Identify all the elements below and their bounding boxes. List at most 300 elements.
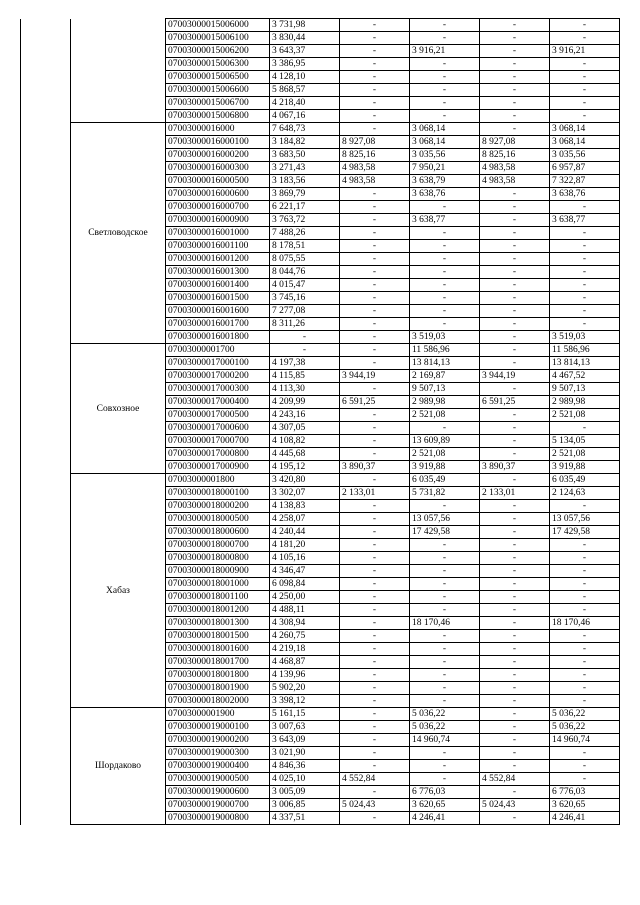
value-cell-4: - bbox=[480, 760, 550, 773]
value-cell-4: - bbox=[480, 578, 550, 591]
cadastral-code: 07003000018001100 bbox=[166, 591, 270, 604]
value-cell-2: - bbox=[340, 786, 410, 799]
value-cell-4: - bbox=[480, 565, 550, 578]
value-cell-2: - bbox=[340, 240, 410, 253]
value-cell-3: 2 521,08 bbox=[410, 409, 480, 422]
value-cell-3: 3 620,65 bbox=[410, 799, 480, 812]
value-cell-1: 4 346,47 bbox=[270, 565, 340, 578]
cadastral-code: 07003000017000800 bbox=[166, 448, 270, 461]
value-cell-3: 5 036,22 bbox=[410, 708, 480, 721]
value-cell-4: - bbox=[480, 422, 550, 435]
value-cell-4: - bbox=[480, 32, 550, 45]
value-cell-3: - bbox=[410, 292, 480, 305]
value-cell-2: - bbox=[340, 19, 410, 32]
value-cell-1: 3 643,09 bbox=[270, 734, 340, 747]
value-cell-4: - bbox=[480, 71, 550, 84]
value-cell-3: - bbox=[410, 97, 480, 110]
value-cell-5: 3 638,77 bbox=[550, 214, 620, 227]
value-cell-1: 3 683,50 bbox=[270, 149, 340, 162]
value-cell-4: - bbox=[480, 97, 550, 110]
value-cell-4: 4 552,84 bbox=[480, 773, 550, 786]
value-cell-2: - bbox=[340, 617, 410, 630]
value-cell-4: - bbox=[480, 747, 550, 760]
cadastral-code: 07003000018002000 bbox=[166, 695, 270, 708]
value-cell-2: - bbox=[340, 422, 410, 435]
value-cell-3: - bbox=[410, 591, 480, 604]
value-cell-3: - bbox=[410, 58, 480, 71]
cadastral-code: 07003000018000100 bbox=[166, 487, 270, 500]
value-cell-3: 11 586,96 bbox=[410, 344, 480, 357]
value-cell-2: - bbox=[340, 266, 410, 279]
value-cell-1: 3 184,82 bbox=[270, 136, 340, 149]
value-cell-3: - bbox=[410, 266, 480, 279]
value-cell-5: - bbox=[550, 110, 620, 123]
value-cell-4: - bbox=[480, 526, 550, 539]
value-cell-4: - bbox=[480, 266, 550, 279]
value-cell-4: - bbox=[480, 357, 550, 370]
value-cell-4: - bbox=[480, 708, 550, 721]
value-cell-4: - bbox=[480, 240, 550, 253]
value-cell-5: 7 322,87 bbox=[550, 175, 620, 188]
settlement-name bbox=[71, 19, 166, 123]
value-cell-4: - bbox=[480, 435, 550, 448]
value-cell-3: - bbox=[410, 253, 480, 266]
table-row bbox=[21, 474, 620, 487]
value-cell-4: - bbox=[480, 682, 550, 695]
value-cell-2: - bbox=[340, 500, 410, 513]
value-cell-5: - bbox=[550, 266, 620, 279]
value-cell-3: - bbox=[410, 760, 480, 773]
cadastral-code: 07003000015006000 bbox=[166, 19, 270, 32]
value-cell-5: - bbox=[550, 253, 620, 266]
value-cell-1: 4 108,82 bbox=[270, 435, 340, 448]
value-cell-2: - bbox=[340, 474, 410, 487]
value-cell-4: - bbox=[480, 214, 550, 227]
value-cell-5: - bbox=[550, 747, 620, 760]
value-cell-3: 3 035,56 bbox=[410, 149, 480, 162]
value-cell-4: - bbox=[480, 500, 550, 513]
value-cell-2: - bbox=[340, 383, 410, 396]
value-cell-3: - bbox=[410, 578, 480, 591]
value-cell-3: - bbox=[410, 695, 480, 708]
value-cell-5: - bbox=[550, 279, 620, 292]
value-cell-5: 14 960,74 bbox=[550, 734, 620, 747]
cadastral-code: 07003000016001100 bbox=[166, 240, 270, 253]
cadastral-code: 07003000018001200 bbox=[166, 604, 270, 617]
value-cell-5: - bbox=[550, 565, 620, 578]
value-cell-5: - bbox=[550, 58, 620, 71]
value-cell-5: 5 134,05 bbox=[550, 435, 620, 448]
cadastral-code: 07003000015006300 bbox=[166, 58, 270, 71]
value-cell-3: 3 519,03 bbox=[410, 331, 480, 344]
value-cell-2: - bbox=[340, 32, 410, 45]
value-cell-3: 6 776,03 bbox=[410, 786, 480, 799]
value-cell-5: - bbox=[550, 201, 620, 214]
value-cell-4: - bbox=[480, 539, 550, 552]
value-cell-4: 3 944,19 bbox=[480, 370, 550, 383]
value-cell-4: - bbox=[480, 812, 550, 825]
value-cell-5: 3 519,03 bbox=[550, 331, 620, 344]
value-cell-3: - bbox=[410, 656, 480, 669]
value-cell-3: - bbox=[410, 422, 480, 435]
value-cell-2: - bbox=[340, 734, 410, 747]
value-cell-5: - bbox=[550, 656, 620, 669]
value-cell-2: - bbox=[340, 58, 410, 71]
value-cell-5: 5 036,22 bbox=[550, 721, 620, 734]
value-cell-3: 13 057,56 bbox=[410, 513, 480, 526]
value-cell-3: 14 960,74 bbox=[410, 734, 480, 747]
value-cell-4: - bbox=[480, 19, 550, 32]
value-cell-1: 3 731,98 bbox=[270, 19, 340, 32]
cadastral-code: 07003000015006100 bbox=[166, 32, 270, 45]
value-cell-3: - bbox=[410, 747, 480, 760]
value-cell-2: - bbox=[340, 214, 410, 227]
value-cell-1: 7 488,26 bbox=[270, 227, 340, 240]
value-cell-5: 3 919,88 bbox=[550, 461, 620, 474]
value-cell-5: 2 989,98 bbox=[550, 396, 620, 409]
value-cell-4: - bbox=[480, 513, 550, 526]
value-cell-3: 5 036,22 bbox=[410, 721, 480, 734]
value-cell-5: 2 124,63 bbox=[550, 487, 620, 500]
cadastral-code: 07003000015006500 bbox=[166, 71, 270, 84]
value-cell-1: 4 115,85 bbox=[270, 370, 340, 383]
value-cell-1: 3 420,80 bbox=[270, 474, 340, 487]
value-cell-2: - bbox=[340, 552, 410, 565]
value-cell-5: - bbox=[550, 773, 620, 786]
value-cell-3: 7 950,21 bbox=[410, 162, 480, 175]
value-cell-1: 4 258,07 bbox=[270, 513, 340, 526]
value-cell-1: 3 830,44 bbox=[270, 32, 340, 45]
value-cell-3: 6 035,49 bbox=[410, 474, 480, 487]
value-cell-1: 4 219,18 bbox=[270, 643, 340, 656]
value-cell-3: - bbox=[410, 279, 480, 292]
value-cell-2: 8 927,08 bbox=[340, 136, 410, 149]
value-cell-5: - bbox=[550, 305, 620, 318]
cadastral-code: 07003000016001800 bbox=[166, 331, 270, 344]
value-cell-2: - bbox=[340, 630, 410, 643]
cadastral-code: 07003000019000800 bbox=[166, 812, 270, 825]
settlement-name: Шордаково bbox=[71, 708, 166, 825]
value-cell-4: - bbox=[480, 344, 550, 357]
value-cell-1: 4 240,44 bbox=[270, 526, 340, 539]
value-cell-5: - bbox=[550, 227, 620, 240]
value-cell-2: 4 983,58 bbox=[340, 162, 410, 175]
cadastral-code: 07003000016001500 bbox=[166, 292, 270, 305]
cadastral-code: 07003000018000500 bbox=[166, 513, 270, 526]
cadastral-code: 07003000019000100 bbox=[166, 721, 270, 734]
value-cell-2: - bbox=[340, 747, 410, 760]
value-cell-1: 3 763,72 bbox=[270, 214, 340, 227]
value-cell-3: - bbox=[410, 539, 480, 552]
cadastral-code: 07003000018001500 bbox=[166, 630, 270, 643]
value-cell-4: - bbox=[480, 58, 550, 71]
value-cell-1: 7 648,73 bbox=[270, 123, 340, 136]
value-cell-2: - bbox=[340, 110, 410, 123]
value-cell-5: - bbox=[550, 19, 620, 32]
cadastral-code: 07003000017000200 bbox=[166, 370, 270, 383]
cadastral-code: 07003000018001900 bbox=[166, 682, 270, 695]
value-cell-4: - bbox=[480, 617, 550, 630]
value-cell-2: - bbox=[340, 604, 410, 617]
value-cell-2: - bbox=[340, 669, 410, 682]
value-cell-2: - bbox=[340, 188, 410, 201]
value-cell-1: - bbox=[270, 331, 340, 344]
value-cell-2: 8 825,16 bbox=[340, 149, 410, 162]
value-cell-4: - bbox=[480, 630, 550, 643]
value-cell-1: 6 098,84 bbox=[270, 578, 340, 591]
value-cell-1: 3 302,07 bbox=[270, 487, 340, 500]
value-cell-3: 3 919,88 bbox=[410, 461, 480, 474]
value-cell-1: 4 128,10 bbox=[270, 71, 340, 84]
value-cell-3: 2 521,08 bbox=[410, 448, 480, 461]
value-cell-5: - bbox=[550, 682, 620, 695]
value-cell-4: - bbox=[480, 305, 550, 318]
value-cell-5: 3 620,65 bbox=[550, 799, 620, 812]
value-cell-4: - bbox=[480, 448, 550, 461]
margin-cell bbox=[21, 344, 71, 474]
value-cell-2: - bbox=[340, 448, 410, 461]
value-cell-5: 6 776,03 bbox=[550, 786, 620, 799]
cadastral-code: 07003000015006800 bbox=[166, 110, 270, 123]
value-cell-2: - bbox=[340, 578, 410, 591]
value-cell-1: 6 221,17 bbox=[270, 201, 340, 214]
cadastral-code: 07003000016000700 bbox=[166, 201, 270, 214]
value-cell-5: - bbox=[550, 32, 620, 45]
value-cell-1: 3 745,16 bbox=[270, 292, 340, 305]
value-cell-5: 17 429,58 bbox=[550, 526, 620, 539]
value-cell-2: 3 944,19 bbox=[340, 370, 410, 383]
cadastral-code: 07003000016000500 bbox=[166, 175, 270, 188]
value-cell-5: 3 068,14 bbox=[550, 136, 620, 149]
value-cell-1: 3 183,56 bbox=[270, 175, 340, 188]
value-cell-5: - bbox=[550, 760, 620, 773]
cadastral-code: 07003000018000700 bbox=[166, 539, 270, 552]
value-cell-3: 18 170,46 bbox=[410, 617, 480, 630]
value-cell-4: - bbox=[480, 253, 550, 266]
value-cell-4: - bbox=[480, 318, 550, 331]
value-cell-4: - bbox=[480, 383, 550, 396]
value-cell-1: 4 209,99 bbox=[270, 396, 340, 409]
cadastral-code: 07003000015006600 bbox=[166, 84, 270, 97]
cadastral-code: 07003000018000900 bbox=[166, 565, 270, 578]
value-cell-4: 4 983,58 bbox=[480, 175, 550, 188]
margin-cell bbox=[21, 19, 71, 123]
value-cell-2: 6 591,25 bbox=[340, 396, 410, 409]
value-cell-3: - bbox=[410, 201, 480, 214]
value-cell-5: 3 638,76 bbox=[550, 188, 620, 201]
cadastral-code: 07003000016000100 bbox=[166, 136, 270, 149]
value-cell-3: 9 507,13 bbox=[410, 383, 480, 396]
value-cell-1: 3 271,43 bbox=[270, 162, 340, 175]
value-cell-4: - bbox=[480, 643, 550, 656]
value-cell-2: - bbox=[340, 201, 410, 214]
value-cell-5: 13 057,56 bbox=[550, 513, 620, 526]
value-cell-3: - bbox=[410, 669, 480, 682]
value-cell-5: - bbox=[550, 292, 620, 305]
value-cell-1: 8 311,26 bbox=[270, 318, 340, 331]
cadastral-code: 07003000017000100 bbox=[166, 357, 270, 370]
settlement-name: Совхозное bbox=[71, 344, 166, 474]
table-row bbox=[21, 708, 620, 721]
value-cell-4: - bbox=[480, 188, 550, 201]
value-cell-1: 4 846,36 bbox=[270, 760, 340, 773]
value-cell-5: 11 586,96 bbox=[550, 344, 620, 357]
value-cell-4: - bbox=[480, 552, 550, 565]
value-cell-4: - bbox=[480, 669, 550, 682]
cadastral-code: 07003000019000700 bbox=[166, 799, 270, 812]
value-cell-4: - bbox=[480, 656, 550, 669]
value-cell-2: - bbox=[340, 526, 410, 539]
value-cell-2: - bbox=[340, 760, 410, 773]
margin-cell bbox=[21, 123, 71, 344]
value-cell-3: 2 169,87 bbox=[410, 370, 480, 383]
tariff-table bbox=[20, 18, 620, 825]
value-cell-5: 4 467,52 bbox=[550, 370, 620, 383]
value-cell-3: 3 068,14 bbox=[410, 123, 480, 136]
cadastral-code: 07003000019000200 bbox=[166, 734, 270, 747]
cadastral-code: 07003000016000300 bbox=[166, 162, 270, 175]
value-cell-1: 4 260,75 bbox=[270, 630, 340, 643]
value-cell-3: 5 731,82 bbox=[410, 487, 480, 500]
cadastral-code: 07003000019000500 bbox=[166, 773, 270, 786]
value-cell-1: 4 218,40 bbox=[270, 97, 340, 110]
value-cell-2: - bbox=[340, 435, 410, 448]
value-cell-1: 3 006,85 bbox=[270, 799, 340, 812]
value-cell-2: - bbox=[340, 45, 410, 58]
cadastral-code: 07003000015006700 bbox=[166, 97, 270, 110]
value-cell-2: - bbox=[340, 539, 410, 552]
value-cell-2: - bbox=[340, 513, 410, 526]
cadastral-code: 07003000001900 bbox=[166, 708, 270, 721]
value-cell-5: 2 521,08 bbox=[550, 409, 620, 422]
value-cell-3: - bbox=[410, 643, 480, 656]
cadastral-code: 07003000017000600 bbox=[166, 422, 270, 435]
value-cell-5: - bbox=[550, 71, 620, 84]
value-cell-1: 3 398,12 bbox=[270, 695, 340, 708]
value-cell-2: - bbox=[340, 409, 410, 422]
value-cell-1: 5 161,15 bbox=[270, 708, 340, 721]
value-cell-2: - bbox=[340, 682, 410, 695]
value-cell-2: 4 983,58 bbox=[340, 175, 410, 188]
value-cell-5: - bbox=[550, 240, 620, 253]
value-cell-4: 4 983,58 bbox=[480, 162, 550, 175]
value-cell-3: - bbox=[410, 682, 480, 695]
cadastral-code: 07003000017000300 bbox=[166, 383, 270, 396]
value-cell-4: - bbox=[480, 279, 550, 292]
cadastral-code: 07003000016000900 bbox=[166, 214, 270, 227]
value-cell-3: - bbox=[410, 773, 480, 786]
value-cell-3: 3 638,79 bbox=[410, 175, 480, 188]
value-cell-3: 4 246,41 bbox=[410, 812, 480, 825]
value-cell-5: - bbox=[550, 643, 620, 656]
value-cell-2: 2 133,01 bbox=[340, 487, 410, 500]
value-cell-1: 4 445,68 bbox=[270, 448, 340, 461]
value-cell-5: 2 521,08 bbox=[550, 448, 620, 461]
value-cell-4: - bbox=[480, 604, 550, 617]
value-cell-4: - bbox=[480, 734, 550, 747]
value-cell-5: - bbox=[550, 630, 620, 643]
value-cell-1: 4 138,83 bbox=[270, 500, 340, 513]
value-cell-4: - bbox=[480, 786, 550, 799]
value-cell-4: - bbox=[480, 331, 550, 344]
value-cell-1: 4 105,16 bbox=[270, 552, 340, 565]
value-cell-4: - bbox=[480, 591, 550, 604]
value-cell-2: - bbox=[340, 305, 410, 318]
settlement-name: Светловодское bbox=[71, 123, 166, 344]
value-cell-2: - bbox=[340, 331, 410, 344]
value-cell-1: 4 308,94 bbox=[270, 617, 340, 630]
value-cell-1: 4 307,05 bbox=[270, 422, 340, 435]
value-cell-2: - bbox=[340, 123, 410, 136]
value-cell-5: 4 246,41 bbox=[550, 812, 620, 825]
value-cell-1: 3 021,90 bbox=[270, 747, 340, 760]
margin-cell bbox=[21, 474, 71, 708]
value-cell-5: - bbox=[550, 422, 620, 435]
cadastral-code: 07003000017000700 bbox=[166, 435, 270, 448]
value-cell-1: 4 337,51 bbox=[270, 812, 340, 825]
cadastral-code: 07003000018001300 bbox=[166, 617, 270, 630]
value-cell-2: - bbox=[340, 84, 410, 97]
value-cell-3: - bbox=[410, 227, 480, 240]
value-cell-1: 4 139,96 bbox=[270, 669, 340, 682]
value-cell-5: 3 068,14 bbox=[550, 123, 620, 136]
value-cell-1: 4 015,47 bbox=[270, 279, 340, 292]
cadastral-code: 07003000016001000 bbox=[166, 227, 270, 240]
value-cell-3: - bbox=[410, 565, 480, 578]
value-cell-2: - bbox=[340, 812, 410, 825]
table-row bbox=[21, 19, 620, 32]
value-cell-1: 4 243,16 bbox=[270, 409, 340, 422]
cadastral-code: 07003000016000 bbox=[166, 123, 270, 136]
value-cell-4: - bbox=[480, 123, 550, 136]
value-cell-1: 5 902,20 bbox=[270, 682, 340, 695]
value-cell-2: 3 890,37 bbox=[340, 461, 410, 474]
table-row bbox=[21, 344, 620, 357]
margin-cell bbox=[21, 708, 71, 825]
value-cell-1: 4 025,10 bbox=[270, 773, 340, 786]
value-cell-1: 8 044,76 bbox=[270, 266, 340, 279]
value-cell-5: 3 035,56 bbox=[550, 149, 620, 162]
value-cell-2: - bbox=[340, 656, 410, 669]
value-cell-5: - bbox=[550, 318, 620, 331]
value-cell-4: 8 825,16 bbox=[480, 149, 550, 162]
value-cell-1: 3 005,09 bbox=[270, 786, 340, 799]
cadastral-code: 07003000018001700 bbox=[166, 656, 270, 669]
value-cell-1: 8 178,51 bbox=[270, 240, 340, 253]
cadastral-code: 07003000018001800 bbox=[166, 669, 270, 682]
value-cell-3: 3 638,77 bbox=[410, 214, 480, 227]
cadastral-code: 07003000016001400 bbox=[166, 279, 270, 292]
value-cell-2: - bbox=[340, 344, 410, 357]
value-cell-3: - bbox=[410, 305, 480, 318]
cadastral-code: 07003000018001600 bbox=[166, 643, 270, 656]
cadastral-code: 07003000019000400 bbox=[166, 760, 270, 773]
value-cell-5: - bbox=[550, 578, 620, 591]
value-cell-4: - bbox=[480, 409, 550, 422]
value-cell-1: 5 868,57 bbox=[270, 84, 340, 97]
cadastral-code: 07003000016001300 bbox=[166, 266, 270, 279]
cadastral-code: 07003000017000400 bbox=[166, 396, 270, 409]
value-cell-5: - bbox=[550, 84, 620, 97]
value-cell-2: - bbox=[340, 708, 410, 721]
value-cell-2: - bbox=[340, 721, 410, 734]
value-cell-4: 5 024,43 bbox=[480, 799, 550, 812]
value-cell-5: 6 957,87 bbox=[550, 162, 620, 175]
value-cell-2: - bbox=[340, 318, 410, 331]
value-cell-2: - bbox=[340, 292, 410, 305]
cadastral-code: 07003000017000900 bbox=[166, 461, 270, 474]
value-cell-2: - bbox=[340, 565, 410, 578]
